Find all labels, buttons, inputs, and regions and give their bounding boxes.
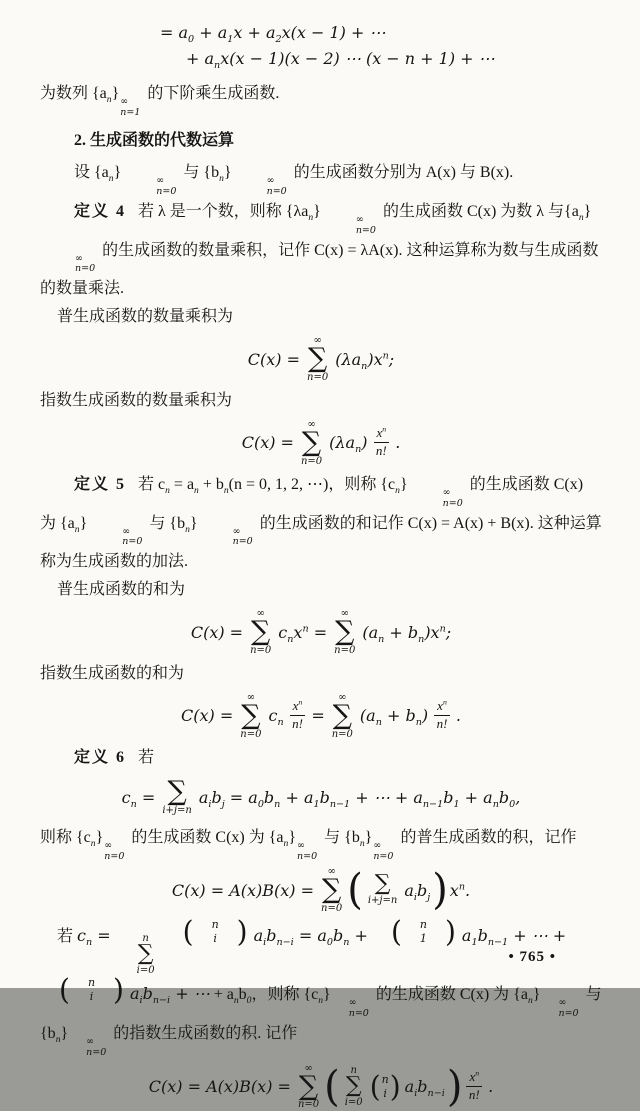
binomial-bottom: i [89, 990, 94, 1003]
inner-term: $a_ib_j$ [404, 880, 431, 903]
inner-summation-operator [345, 1065, 363, 1108]
paragraph-exponential-sum-intro: 指数生成函数的和为 [40, 664, 185, 682]
left-paren: ( [182, 914, 194, 949]
formula-lhs: C(x) = [241, 433, 294, 453]
definition-6-label: 定义 6 [74, 748, 127, 766]
formula-exponential-product [40, 1063, 602, 1111]
definition-4-body: 若 λ 是一个数，则称 $\{\lambda a_n\}$ ∞ n=0 的生成函数 C(x) 为数 λ 与$\{a_n\}$ ∞ n=0 的生成函数的数量乘积，记作 C(x) = λA(x). 这种运算称为数与生成函数的数量乘法. [40, 202, 599, 298]
right-paren: ) [446, 1062, 463, 1111]
sum-upper-limit: ∞ [246, 691, 256, 703]
formula-exponential-sum [40, 692, 602, 740]
binomial-coefficient [166, 914, 248, 949]
paragraph-definition-5 [40, 471, 602, 577]
left-paren: ( [390, 914, 402, 949]
definition-4-label: 定义 4 [74, 202, 127, 220]
fraction [290, 699, 306, 732]
paragraph-definition-4 [40, 198, 602, 304]
section-heading: 2. 生成函数的代数运算 [74, 131, 235, 149]
formula-line-1: = $a_0 + a_1x + a_2x(x - 1)$ + ⋯ [160, 23, 386, 46]
sum-lower-limit: n=0 [300, 455, 323, 467]
summation-operator [298, 1063, 319, 1111]
binomial-coefficient [374, 914, 456, 949]
sum-lower-limit: i+j=n [162, 804, 192, 816]
formula-convolution-definition [40, 776, 602, 820]
summation-operator [301, 419, 322, 467]
formula-segment: $a_1b_{n-1}$ + ⋯ + [461, 926, 567, 949]
binomial-bottom: i [213, 932, 217, 946]
sum-upper-limit: n [350, 1065, 357, 1077]
binomial-bottom: i [383, 1086, 387, 1100]
definition-5-label: 定义 5 [74, 475, 127, 493]
sum-upper-limit: ∞ [313, 335, 322, 347]
sigma-icon: ∑ [167, 776, 187, 808]
formula-lhs: C(x) = A(x)B(x) = [148, 1076, 291, 1096]
binomial-bottom: 1 [419, 932, 427, 946]
summation-operator [162, 776, 192, 816]
sigma-icon: ∑ [332, 699, 352, 731]
fraction-denominator: n! [292, 716, 303, 732]
paragraph-ordinary-scalar-intro: 普生成函数的数量乘积为 [57, 308, 234, 326]
right-paren: ) [444, 914, 456, 949]
sigma-icon: ∑ [241, 699, 261, 731]
binomial-top: n [381, 1072, 389, 1086]
summation-operator [307, 335, 328, 383]
sum-lower-limit: n=0 [250, 644, 272, 656]
formula-ordinary-product [40, 866, 602, 914]
right-paren: ) [389, 1068, 401, 1104]
formula-pre: 若 [57, 928, 78, 946]
page-number: • 765 • [508, 949, 556, 965]
sigma-icon: ∑ [137, 941, 154, 967]
sum-lower-limit: n=0 [297, 1099, 320, 1111]
sum-lower-limit: i=0 [344, 1096, 363, 1108]
formula-rhs: $x^n$. [449, 880, 471, 900]
formula-end: . [395, 433, 401, 453]
sigma-icon: ∑ [345, 1073, 362, 1099]
formula-rhs: $a_ib_j = a_0b_n + a_1b_{n-1}$ + ⋯ + $a_{n-1}b_1 + a_nb_0$, [198, 788, 521, 811]
sigma-icon: ∑ [298, 1070, 319, 1102]
summation-operator [321, 866, 342, 914]
formula-segment: $a_ib_{n-i} = a_0b_n$ + [253, 926, 368, 949]
sum-lower-limit: n=0 [331, 728, 353, 740]
formula-lhs: C(x) = [190, 622, 244, 642]
formula-rhs: $(\lambda a_n)x^n$; [335, 349, 395, 372]
formula-end: . [455, 706, 461, 726]
fraction [466, 1070, 482, 1103]
sum-upper-limit: n [142, 933, 149, 945]
formula-mid: $(a_n + b_n)$ [359, 706, 429, 729]
formula-ordinary-sum [40, 608, 602, 656]
sum-lower-limit: n=0 [307, 372, 329, 384]
fraction [374, 426, 390, 459]
summation-operator [250, 608, 271, 656]
sum-upper-limit: ∞ [340, 608, 349, 620]
binomial-top: n [211, 918, 219, 932]
formula-mid: $(\lambda a_n)$ [329, 433, 368, 456]
formula-mid: $c_n$ [268, 706, 284, 729]
paragraph-definition-6 [40, 744, 602, 772]
formula-line-2: + $a_nx(x - 1)(x - 2)$ ⋯ (x − n + 1) + ⋯ [186, 49, 495, 72]
fraction-numerator: $x^n$ [466, 1070, 482, 1087]
formula-lhs: C(x) = A(x)B(x) = [171, 880, 315, 900]
fraction-denominator: n! [375, 443, 387, 459]
paragraph-tail: + $a_nb_0$，则称 $\{c_n\}$ ∞ n=0 的生成函数 C(x) 为 $\{a_n\}$ ∞ n=0 与 $\{b_n\}$ ∞ n=0 的指数生成函数的积. 记作 [40, 986, 602, 1058]
formula-rhs: $(a_n + b_n)x^n$; [362, 622, 452, 645]
sum-upper-limit: ∞ [304, 1062, 313, 1074]
left-paren: ( [347, 866, 363, 915]
binomial-coefficient [42, 972, 124, 1007]
summation-operator [334, 608, 355, 656]
formula-end: . [488, 1076, 494, 1096]
fraction-numerator: $x^n$ [434, 699, 450, 716]
summation-operator [120, 933, 155, 976]
fraction-denominator: n! [436, 716, 448, 732]
formula-falling-factorial-expansion [40, 20, 602, 72]
sigma-icon: ∑ [335, 616, 355, 648]
paragraph-ordinary-sum-intro: 普生成函数的和为 [57, 581, 186, 599]
summation-operator [240, 692, 261, 740]
sum-lower-limit: n=0 [240, 728, 262, 740]
sum-upper-limit: ∞ [327, 866, 336, 878]
sum-upper-limit: ∞ [256, 608, 265, 620]
sigma-icon: ∑ [301, 427, 322, 459]
sum-lower-limit: i=0 [136, 965, 155, 976]
definition-6-body: 若 [138, 748, 155, 766]
formula-lhs: $c_n$ = [121, 788, 156, 811]
fraction-numerator: $x^n$ [374, 426, 390, 443]
fraction-numerator: $x^n$ [290, 699, 306, 716]
right-paren: ) [432, 866, 448, 915]
fraction-denominator: n! [468, 1087, 480, 1102]
right-paren: ) [113, 972, 124, 1007]
summation-operator [332, 692, 353, 740]
left-paren: ( [369, 1068, 381, 1104]
sigma-icon: ∑ [308, 343, 328, 375]
formula-mid: $c_nx^n$ = [278, 622, 328, 645]
formula-exponential-scalar-product [40, 419, 602, 467]
equals-sign: = [311, 706, 325, 726]
formula-lhs: C(x) = [247, 349, 301, 369]
left-paren: ( [324, 1062, 340, 1111]
sigma-icon: ∑ [321, 874, 342, 906]
paragraph-exponential-scalar-intro: 指数生成函数的数量乘积为 [40, 392, 233, 410]
sigma-icon: ∑ [374, 871, 391, 897]
inner-term: $a_ib_{n-i}$ [404, 1076, 445, 1100]
paragraph-exponential-convolution [40, 914, 602, 1059]
inner-summation-operator [367, 871, 398, 907]
paragraph-ordinary-product-intro: 则称 $\{c_n\}$ ∞ n=0 的生成函数 C(x) 为 $\{a_n\}$ ∞ n=0 与 $\{b_n\}$ ∞ n=0 的普生成函数的积，记作 [40, 828, 577, 862]
left-paren: ( [59, 972, 70, 1007]
paragraph-falling-factorial: 为数列 $\{a_n\}$ ∞ n=1 的下阶乘生成函数. [40, 85, 280, 118]
paragraph-setup: 设 $\{a_n\}$ ∞ n=0 与 $\{b_n\}$ ∞ n=0 的生成函数分别为 A(x) 与 B(x). [74, 163, 514, 197]
formula-lhs: $c_n$ = [77, 926, 111, 949]
sum-lower-limit: n=0 [321, 903, 343, 915]
binomial-top: n [87, 976, 96, 990]
fraction [434, 699, 450, 732]
formula-lhs: C(x) = [181, 706, 234, 726]
definition-5-body: 若 $c_n = a_n + b_n(n = 0$, 1, 2, ⋯)，则称 $\{c_n\}$ ∞ n=0 的生成函数 C(x) 为 $\{a_n\}$ ∞ n=0 与 $\{b_n\}$ ∞ n=0 的生成函数的和记作 C(x) = A(x) + B(x). 这种运算称为生成函数的加法. [40, 475, 602, 571]
formula-ordinary-scalar-product [40, 335, 602, 383]
right-paren: ) [236, 914, 248, 949]
sigma-icon: ∑ [251, 616, 271, 648]
sum-lower-limit: i+j=n [367, 895, 398, 907]
sum-upper-limit: ∞ [307, 419, 316, 431]
sum-lower-limit: n=0 [334, 644, 356, 656]
sum-upper-limit: ∞ [338, 691, 347, 703]
binomial-coefficient [369, 1068, 401, 1104]
formula-segment: $a_ib_{n-i}$ + ⋯ [129, 984, 210, 1007]
binomial-top: n [419, 918, 427, 932]
